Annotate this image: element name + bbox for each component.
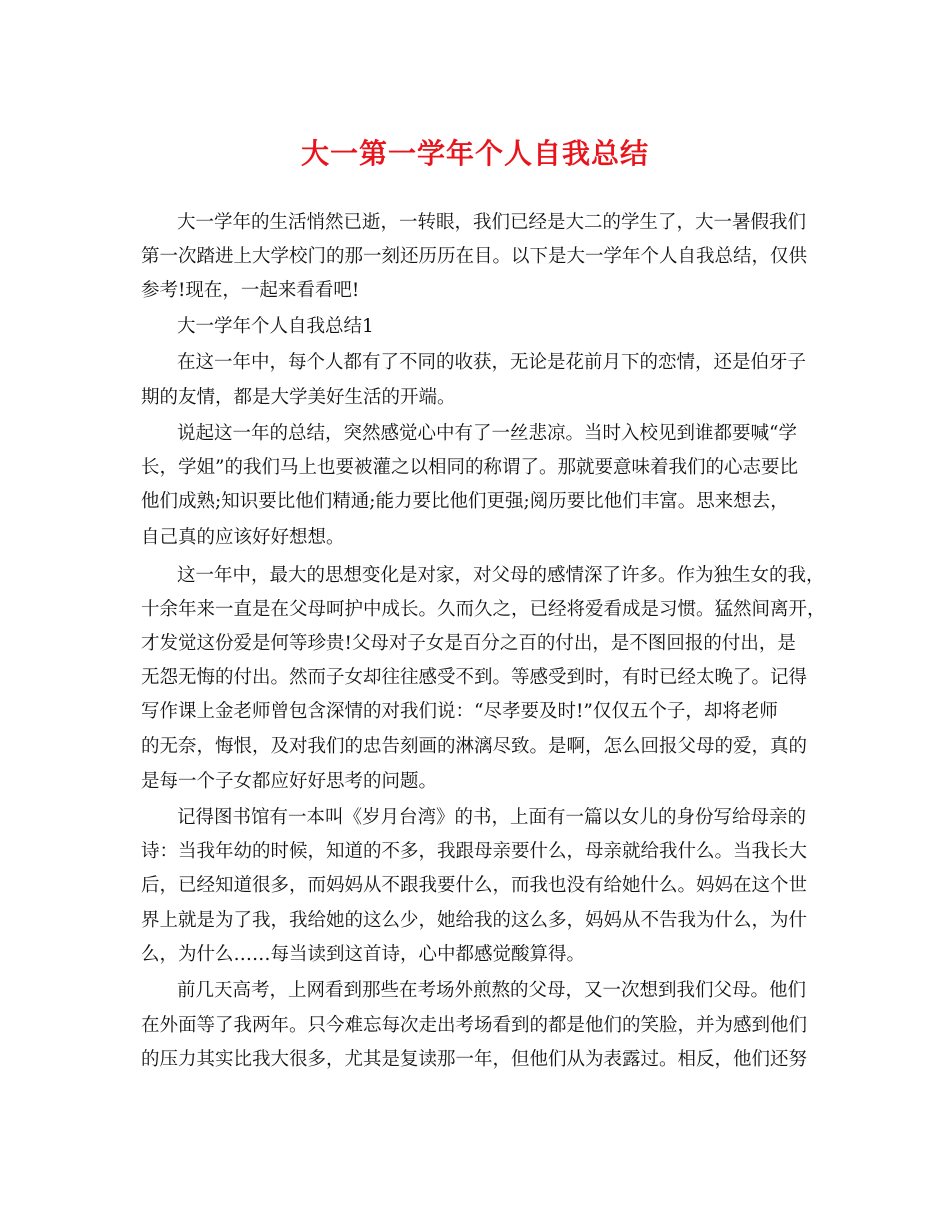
text-line: 长，学姐”的我们马上也要被灌之以相同的称谓了。那就要意味着我们的心志要比 xyxy=(141,457,798,478)
text-line: 大一学年的生活悄然已逝，一转眼，我们已经是大二的学生了，大一暑假我们 xyxy=(177,212,807,233)
text-line: 是每一个子女都应好好思考的问题。 xyxy=(141,771,438,792)
text-line: 自己真的应该好好想想。 xyxy=(141,527,345,548)
text-line: 么，为什么……每当读到这首诗，心中都感觉酸算得。 xyxy=(141,944,586,965)
text-line: 的压力其实比我大很多，尤其是复读那一年，但他们从为表露过。相反，他们还努 xyxy=(141,1049,808,1070)
section-heading: 大一学年个人自我总结1 xyxy=(177,316,374,337)
text-line: 在外面等了我两年。只今难忘每次走出考场看到的都是他们的笑脸，并为感到他们 xyxy=(141,1015,808,1036)
text-line: 后，已经知道很多，而妈妈从不跟我要什么，而我也没有给她什么。妈妈在这个世 xyxy=(141,875,808,896)
text-line: 写作课上金老师曾包含深情的对我们说：“尽孝要及时!”仅仅五个子，却将老师 xyxy=(141,701,778,722)
text-line: 这一年中，最大的思想变化是对家，对父母的感情深了许多。作为独生女的我， xyxy=(177,565,825,586)
text-line: 说起这一年的总结，突然感觉心中有了一丝悲凉。当时入校见到谁都要喊“学 xyxy=(177,423,797,444)
text-line: 前几天高考，上网看到那些在考场外煎熬的父母，又一次想到我们父母。他们 xyxy=(177,980,807,1001)
document-title: 大一第一学年个人自我总结 xyxy=(300,137,649,170)
text-line: 期的友情，都是大学美好生活的开端。 xyxy=(141,387,456,408)
text-line: 无怨无悔的付出。然而子女却往往感受不到。等感受到时，有时已经太晚了。记得 xyxy=(141,667,808,688)
text-line: 才发觉这份爱是何等珍贵!父母对子女是百分之百的付出，是不图回报的付出，是 xyxy=(141,633,796,654)
text-line: 的无奈，悔恨，及对我们的忠告刻画的淋漓尽致。是啊，怎么回报父母的爱，真的 xyxy=(141,736,808,757)
text-line: 第一次踏进上大学校门的那一刻还历历在目。以下是大一学年个人自我总结，仅供 xyxy=(141,246,808,267)
text-line: 诗：当我年幼的时候，知道的不多，我跟母亲要什么，母亲就给我什么。当我长大 xyxy=(141,841,808,862)
text-line: 他们成熟;知识要比他们精通;能力要比他们更强;阅历要比他们丰富。思来想去， xyxy=(141,491,789,512)
text-line: 在这一年中，每个人都有了不同的收获，无论是花前月下的恋情，还是伯牙子 xyxy=(177,352,807,373)
text-line: 参考!现在，一起来看看吧! xyxy=(141,280,360,301)
text-line: 记得图书馆有一本叫《岁月台湾》的书，上面有一篇以女儿的身份写给母亲的 xyxy=(177,807,807,828)
text-line: 界上就是为了我，我给她的这么少，她给我的这么多，妈妈从不告我为什么，为什 xyxy=(141,910,808,931)
text-line: 十余年来一直是在父母呵护中成长。久而久之，已经将爱看成是习惯。猛然间离开， xyxy=(141,599,826,620)
